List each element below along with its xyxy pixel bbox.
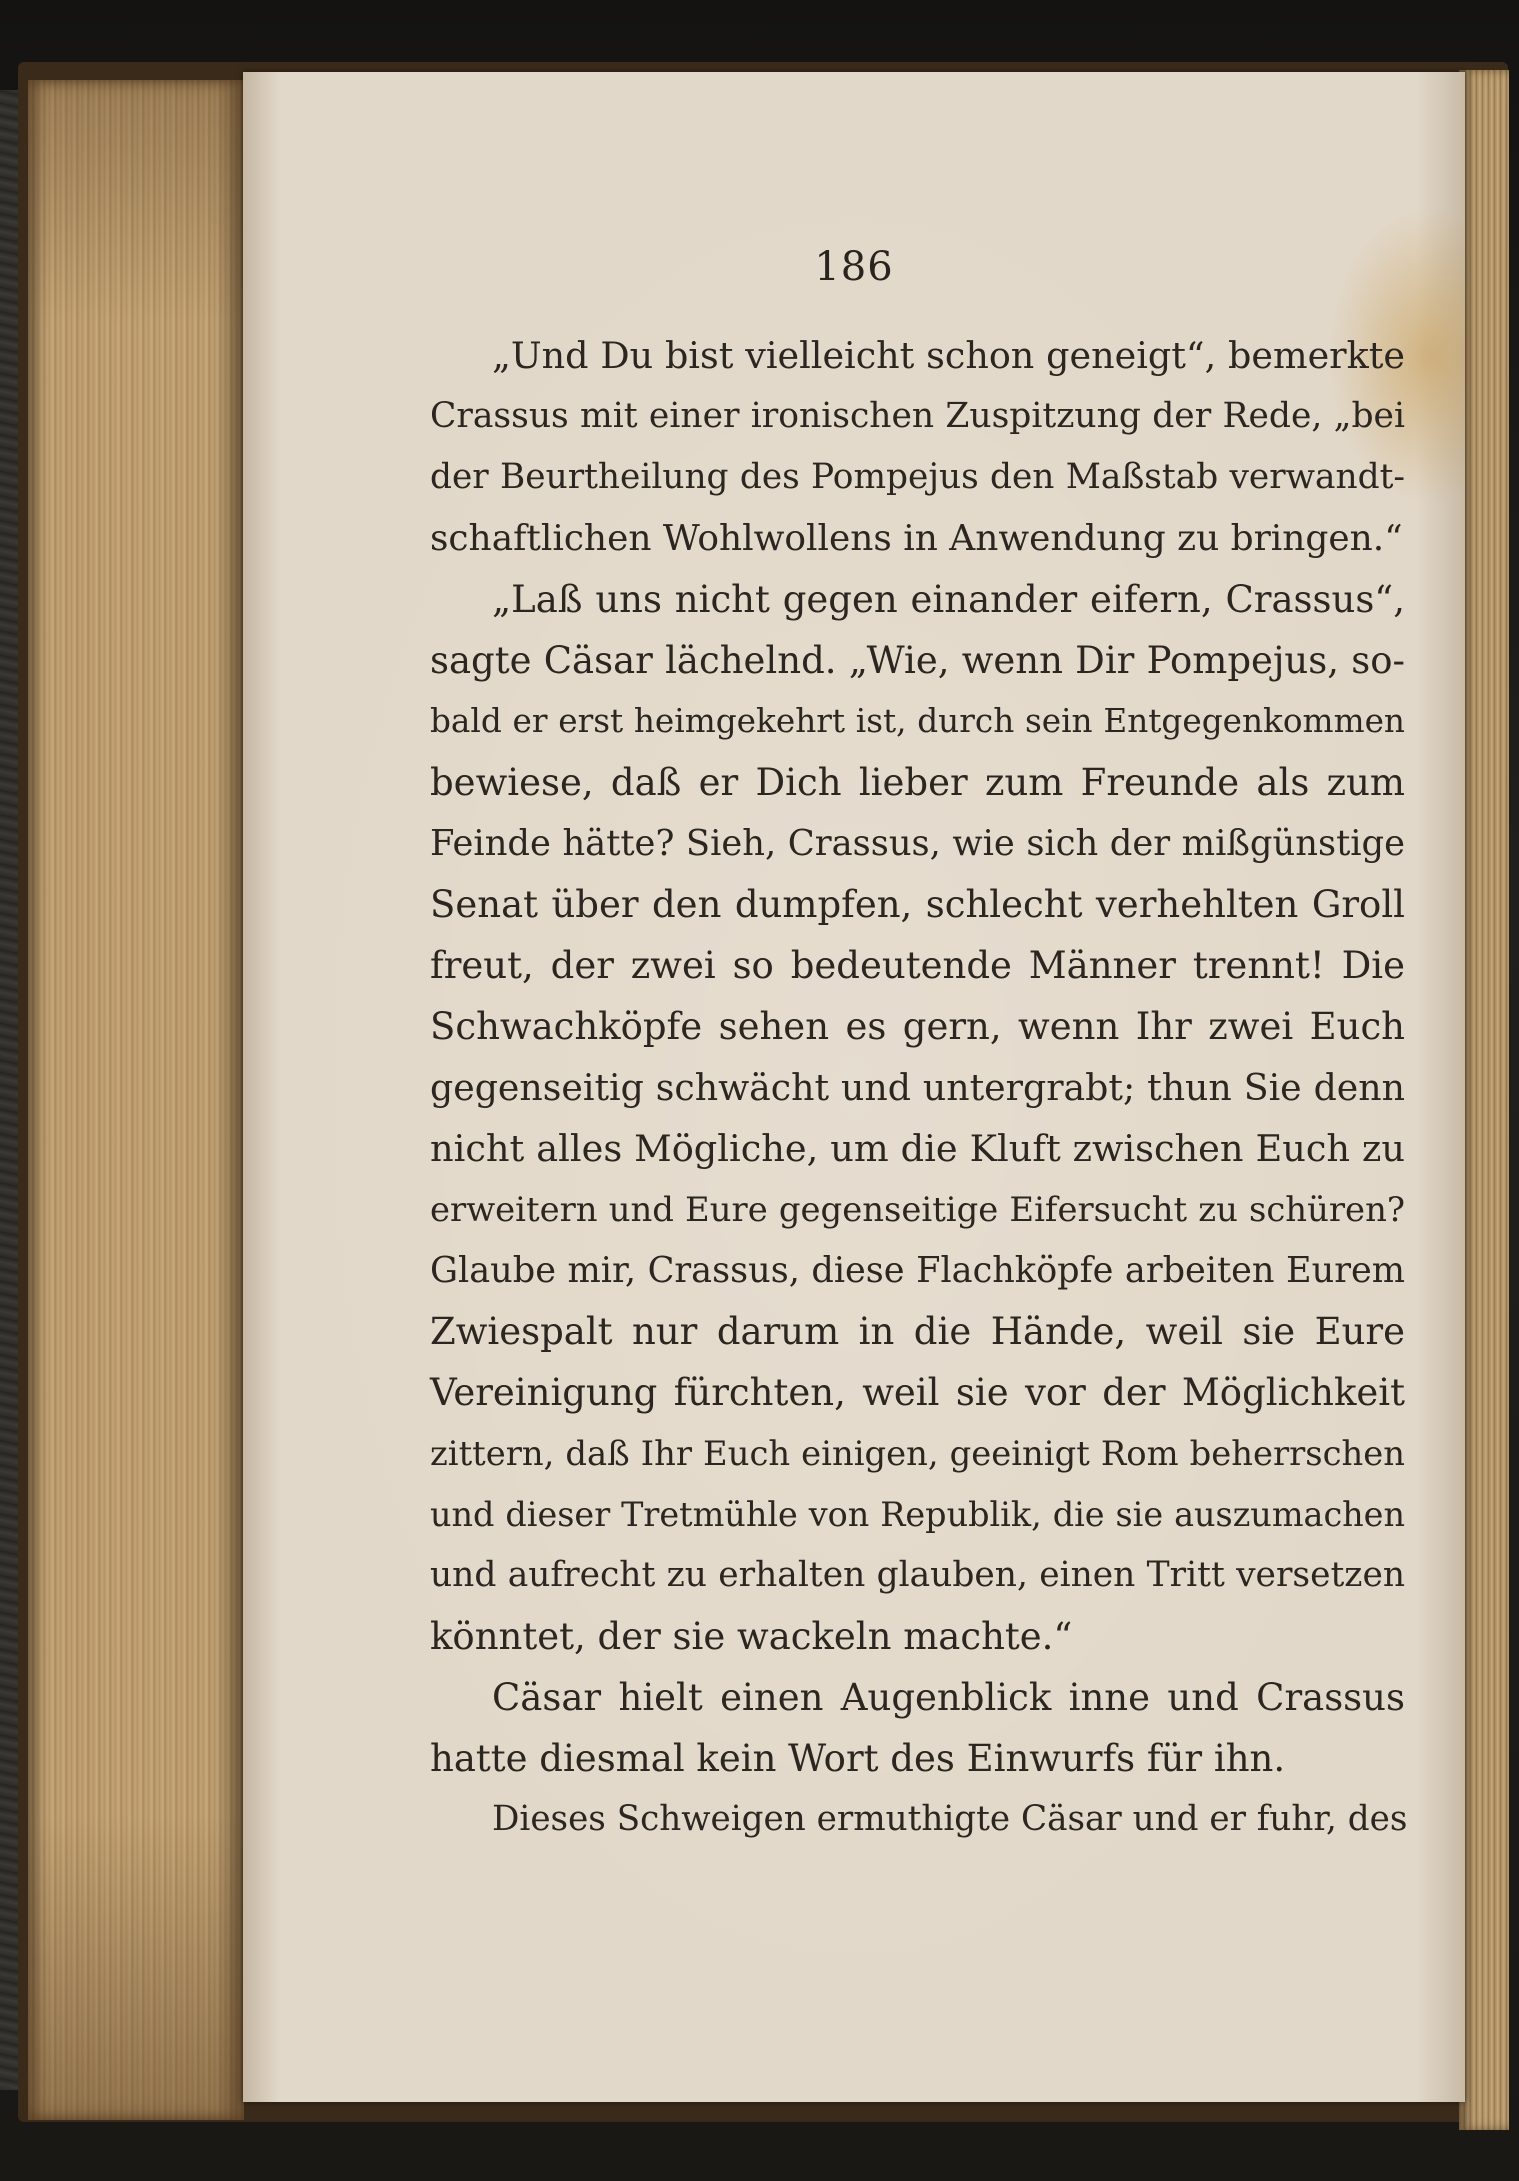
text-line: bald er erst heimgekehrt ist, durch sein Entgegenkommen xyxy=(430,702,1405,740)
text-line: und aufrecht zu erhalten glauben, einen Tritt versetzen xyxy=(430,1555,1405,1595)
text-line: schaftlichen Wohlwollens in Anwendung zu bringen.“ xyxy=(430,518,1403,559)
text-line: der Beurtheilung des Pompejus den Maßstab verwandt- xyxy=(430,457,1405,497)
text-line: Dieses Schweigen ermuthigte Cäsar und er fuhr, des xyxy=(492,1799,1408,1839)
text-line: „Laß uns nicht gegen einander eifern, Crassus“, xyxy=(492,578,1405,621)
text-line: Feinde hätte? Sieh, Crassus, wie sich der mißgünstige xyxy=(430,823,1405,864)
page-number: 186 xyxy=(814,244,894,290)
text-line: und dieser Tretmühle von Republik, die sie auszumachen xyxy=(430,1495,1405,1534)
text-line: Crassus mit einer ironischen Zuspitzung der Rede, „bei xyxy=(430,396,1405,436)
text-line: Zwiespalt nur darum in die Hände, weil sie Eure xyxy=(430,1310,1405,1353)
text-line: Vereinigung fürchten, weil sie vor der Möglichkeit xyxy=(430,1371,1405,1414)
text-line: Cäsar hielt einen Augenblick inne und Crassus xyxy=(492,1676,1405,1719)
text-line: könntet, der sie wackeln machte.“ xyxy=(430,1615,1073,1658)
text-line: Schwachköpfe sehen es gern, wenn Ihr zwei Euch xyxy=(430,1005,1405,1048)
text-line: bewiese, daß er Dich lieber zum Freunde als zum xyxy=(430,761,1405,804)
text-line: Senat über den dumpfen, schlecht verhehlten Groll xyxy=(430,883,1405,926)
text-line: freut, der zwei so bedeutende Männer trennt! Die xyxy=(430,944,1405,987)
text-line: Glaube mir, Crassus, diese Flachköpfe arbeiten Eurem xyxy=(430,1250,1405,1291)
text-line: zittern, daß Ihr Euch einigen, geeinigt Rom beherrschen xyxy=(430,1434,1405,1473)
text-line: sagte Cäsar lächelnd. „Wie, wenn Dir Pompejus, so- xyxy=(430,639,1405,682)
text-line: erweitern und Eure gegenseitige Eifersucht zu schüren? xyxy=(430,1190,1405,1229)
text-line: nicht alles Mögliche, um die Kluft zwischen Euch zu xyxy=(430,1127,1405,1170)
text-line: hatte diesmal kein Wort des Einwurfs für ihn. xyxy=(430,1737,1286,1780)
page-text xyxy=(430,325,1408,1850)
right-page-edges xyxy=(1459,70,1509,2130)
text-line: gegenseitig schwächt und untergrabt; thun Sie denn xyxy=(430,1066,1405,1109)
left-page-edges xyxy=(28,80,244,2120)
text-line: „Und Du bist vielleicht schon geneigt“, bemerkte xyxy=(492,334,1405,377)
